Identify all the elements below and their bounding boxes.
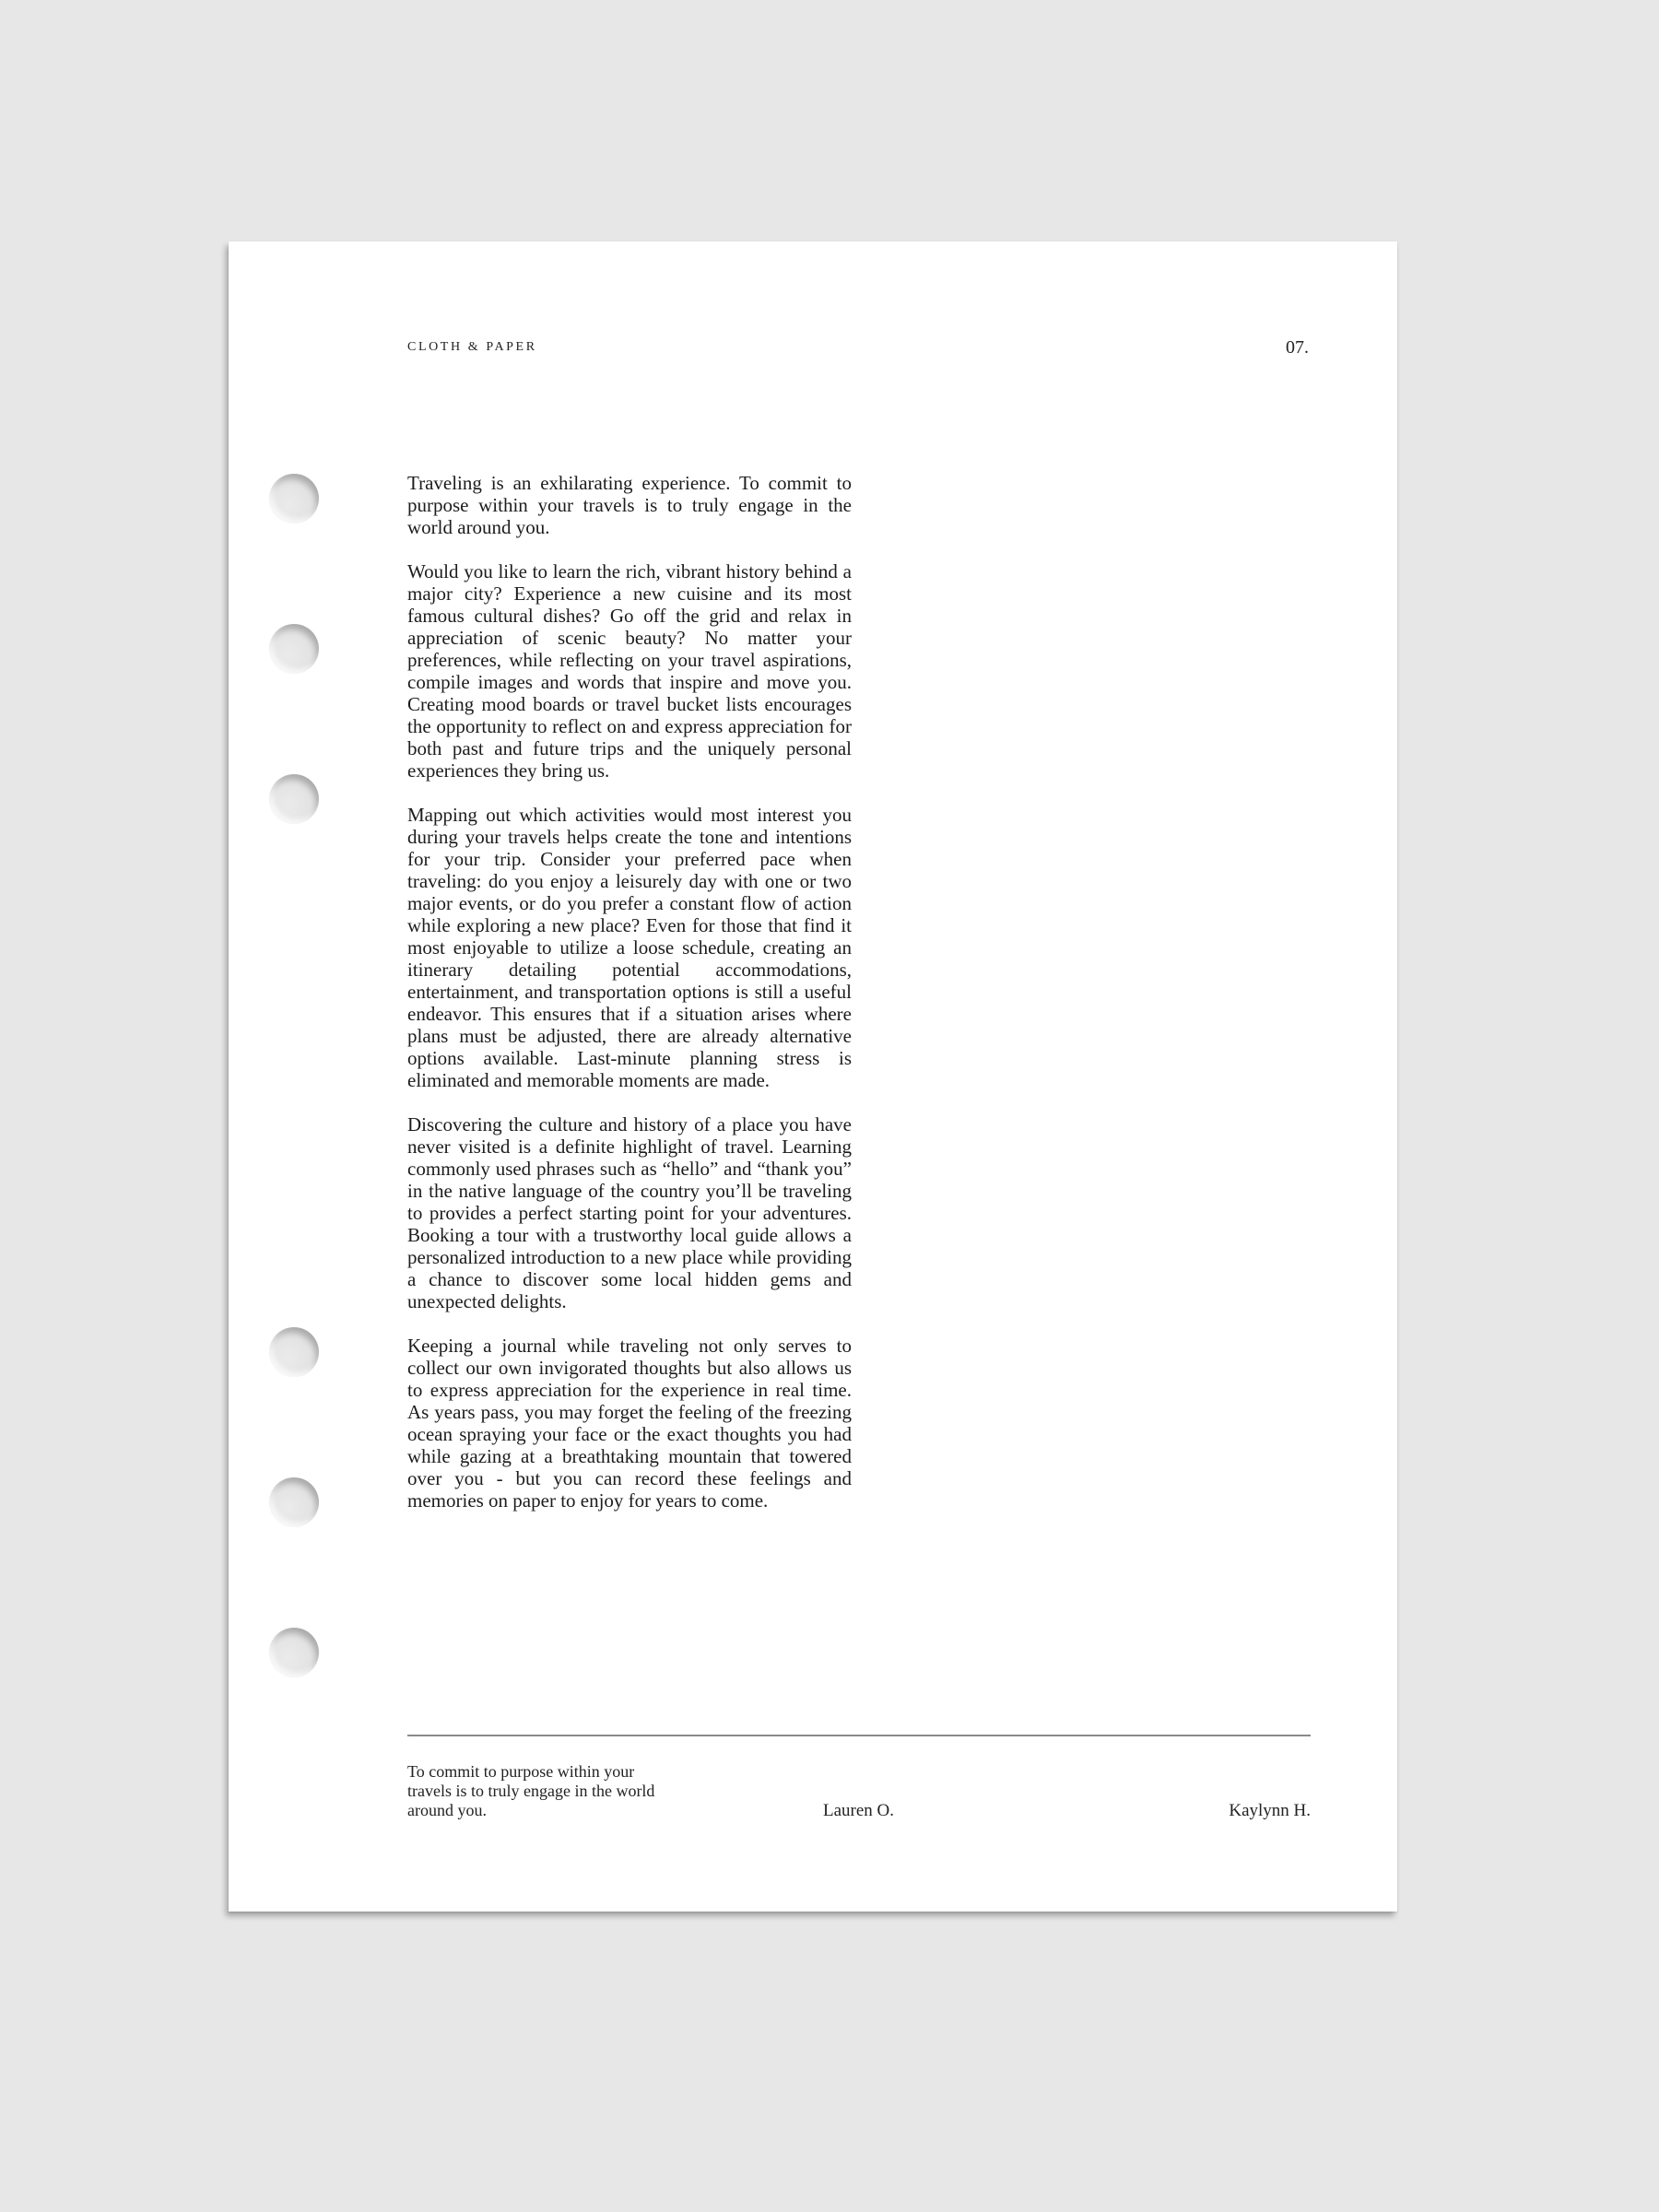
page-number: 07. [1286,337,1309,358]
body-text [407,472,852,1534]
punch-hole [269,1628,319,1677]
paragraph: Mapping out which activities would most interest you during your travels helps create the tone and intentions for your trip. Consider your preferred pace when traveling: do you enjoy a leisurely day with one or two major events, or do you prefer a constant flow of action while exploring a new place? Even for those that find it most enjoyable to utilize a loose schedule, creating an itinerary detailing potential accommodations, entertainment, and transportation options is still a useful endeavor. This ensures that if a situation arises where plans must be adjusted, there are already alternative options available. Last-minute planning stress is eliminated and memorable moments are made. [407,804,852,1091]
punch-hole [269,1477,319,1527]
paragraph: Discovering the culture and history of a place you have never visited is a definite highlight of travel. Learning commonly used phrases such as “hello” and “thank you” in the native language of the country you’ll be traveling to provides a perfect starting point for your adventures. Booking a tour with a trustworthy local guide allows a personalized introduction to a new place while providing a chance to discover some local hidden gems and unexpected delights. [407,1113,852,1312]
brand-name: CLOTH & PAPER [407,340,537,354]
punch-hole [269,1327,319,1377]
footer-divider [407,1735,1311,1736]
footer-author-kaylynn: Kaylynn H. [1229,1801,1311,1820]
punch-hole [269,624,319,674]
planner-page [229,241,1397,1912]
paragraph: Traveling is an exhilarating experience. To commit to purpose within your travels is to truly engage in the world around you. [407,472,852,538]
footer-quote: To commit to purpose within your travels is to truly engage in the world around you. [407,1762,655,1819]
punch-hole [269,474,319,524]
paragraph: Would you like to learn the rich, vibrant history behind a major city? Experience a new cuisine and its most famous cultural dishes? Go off the grid and relax in appreciation of scenic beauty? No matter your preferences, while reflecting on your travel aspirations, compile images and words that inspire and move you. Creating mood boards or travel bucket lists encourages the opportunity to reflect on and express appreciation for both past and future trips and the uniquely personal experiences they bring us. [407,560,852,782]
footer-author-lauren: Lauren O. [823,1801,895,1820]
punch-hole [269,774,319,824]
paragraph: Keeping a journal while traveling not only serves to collect our own invigorated thoughts but also allows us to express appreciation for the experience in real time. As years pass, you may forget the feeling of the freezing ocean spraying your face or the exact thoughts you had while gazing at a breathtaking mountain that towered over you - but you can record these feelings and memories on paper to enjoy for years to come. [407,1335,852,1512]
